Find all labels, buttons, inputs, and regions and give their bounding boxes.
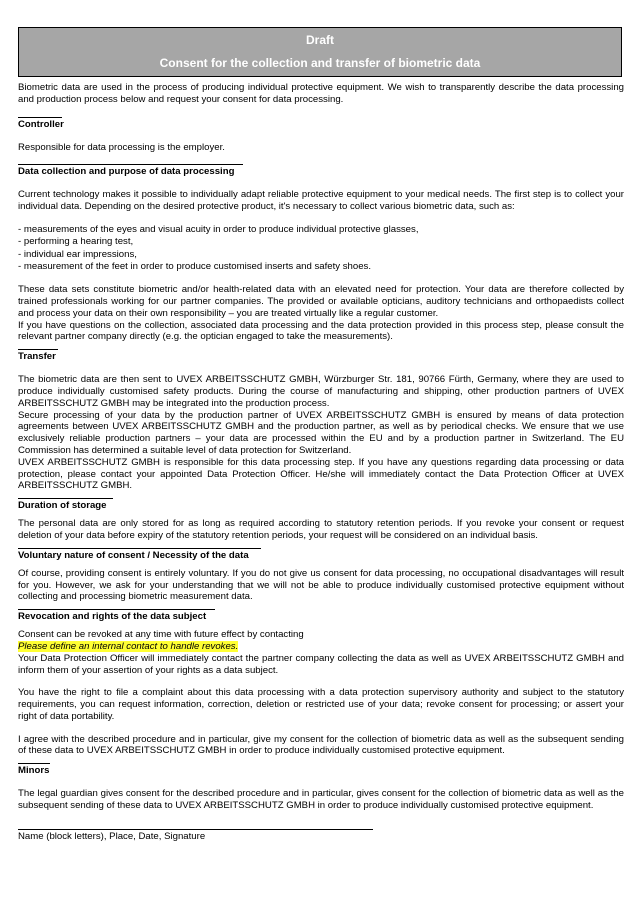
section-rule [18,548,261,549]
transfer-text-2: Secure processing of your data by the production partner of UVEX ARBEITSSCHUTZ GMBH is ensured by means of data protection agreements between UVEX ARBEITSSCHUTZ GMBH and the production partner, as well as by periodical checks. We ensure that we use exclusively reliable production partners – your data are processed within the EU and by a production partner in Switzerland. The EU Commission has determined a suitable level of data protection for Switzerland. [18,409,624,456]
controller-heading: Controller [18,118,64,130]
section-rule [18,609,215,610]
list-item: - measurements of the eyes and visual acuity in order to produce individual protective glasses, [18,223,419,235]
document-title: Consent for the collection and transfer of biometric data [159,56,481,70]
revocation-heading: Revocation and rights of the data subject [18,611,207,623]
revocation-text-1: Consent can be revoked at any time with future effect by contacting [18,629,304,641]
collection-text: Current technology makes it possible to individually adapt reliable protective equipment to your medical needs. The first step is to collect your individual data. Depending on the desired protective product, it's necessary to collect various biometric data, such as: [18,189,624,213]
minors-text: The legal guardian gives consent for the described procedure and in particular, gives consent for the collection of biometric data as well as the subsequent sending of these data to UVEX ARBEITSSCHUTZ GMBH in order to produce individually customised protective equipment. [18,788,624,812]
voluntary-text: Of course, providing consent is entirely voluntary. If you do not give us consent for data processing, no occupational disadvantages will result for you. However, we ask for your understanding that we will not be able to produce individually customised protective equipment without collecting and processing biometric measurement data. [18,567,624,603]
draft-label: Draft [305,33,334,47]
signature-line [18,829,373,830]
section-rule [18,498,113,499]
signature-label: Name (block letters), Place, Date, Signature [18,830,206,842]
highlighted-placeholder: Please define an internal contact to handle revokes. [18,640,239,652]
list-item: - measurement of the feet in order to produce customised inserts and safety shoes. [18,260,372,272]
section-rule [18,349,58,350]
storage-text: The personal data are only stored for as long as required according to statutory retention periods. If you revoke your consent or request deletion of your data before expiry of the statutory retention periods, your request will be considered on an individual basis. [18,518,624,541]
collection-text-3: If you have questions on the collection, associated data processing and the data protection provided in this process step, please consult the relevant partner company directly (e.g. the optician engaged to take the measurements). [18,319,624,343]
transfer-heading: Transfer [18,351,56,363]
collection-text-2: These data sets constitute biometric and/or health-related data with an elevated need for protection. Your data are therefore collected by trained professionals working for our partner companies. The provided or available opticians, auditory technicians and orthopaedists collect and process your data on their own responsibility – you are treated virtually like a regular customer. [18,284,624,319]
collection-heading: Data collection and purpose of data processing [18,166,235,178]
section-rule [18,164,243,165]
intro-paragraph: Biometric data are used in the process of producing individual protective equipment. We wish to transparently describe the data processing and production process below and request your consent for data processing. [18,82,624,105]
revocation-text-2: Your Data Protection Officer will immediately contact the partner company collecting the data as well as UVEX ARBEITSSCHUTZ GMBH and inform them of your assertion of your rights as a data subject. [18,652,624,676]
voluntary-heading: Voluntary nature of consent / Necessity of the data [18,549,249,561]
controller-text: Responsible for data processing is the employer. [18,141,225,153]
storage-heading: Duration of storage [18,500,107,512]
revocation-contact-placeholder [18,641,624,653]
transfer-text-3: UVEX ARBEITSSCHUTZ GMBH is responsible for this data processing step. If you have any questions regarding data processing or data protection, please contact your appointed Data Protection Officer. He/she will immediately contact the Data Protection Officer at UVEX ARBEITSSCHUTZ GMBH. [18,456,624,492]
document-header [18,27,622,77]
list-item: - performing a hearing test, [18,236,134,248]
section-rule [18,763,50,764]
document-body [18,82,624,843]
biometric-list [18,224,624,273]
agreement-text: I agree with the described procedure and in particular, give my consent for the collection of biometric data as well as the subsequent sending of these data to UVEX ARBEITSSCHUTZ GMBH in order to produce individually customised protective equipment. [18,733,624,757]
transfer-text-1: The biometric data are then sent to UVEX ARBEITSSCHUTZ GMBH, Würzburger Str. 181, 90766 Fürth, Germany, where they are used to produce individually customised safety products. During the course of manufacturing and shipping, other production partners of UVEX ARBEITSSCHUTZ GMBH may be integrated into the production process. [18,374,624,409]
minors-heading: Minors [18,765,50,777]
revocation-text-3: You have the right to file a complaint about this data processing with a data protection supervisory authority and subject to the statutory requirements, you can request information, correction, deletion or restricted use of your data; revoke consent for processing; or assert your right of data portability. [18,687,624,722]
list-item: - individual ear impressions, [18,248,137,260]
section-rule [18,117,62,118]
